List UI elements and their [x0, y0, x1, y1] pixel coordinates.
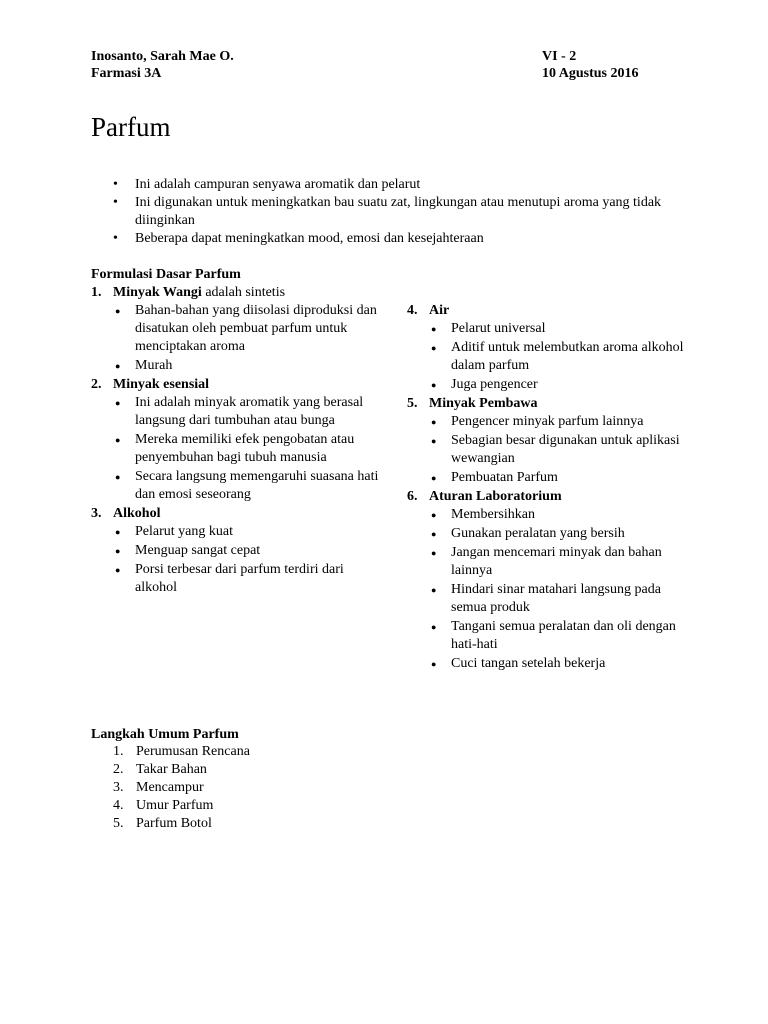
step-text: Parfum Botol [136, 816, 212, 831]
bullet: ● Porsi terbesar dari parfum terdiri dari alkohol [91, 561, 381, 597]
formula-item [407, 395, 697, 413]
section-label: VI - 2 [542, 49, 577, 64]
item-number: 4. [407, 303, 418, 318]
bullet: ● Aditif untuk melembutkan aroma alkohol dalam parfum [407, 339, 697, 375]
item-name: Aturan Laboratorium [429, 489, 562, 504]
item-number: 6. [407, 489, 418, 504]
step-item [91, 797, 250, 815]
langkah-heading: Langkah Umum Parfum [91, 727, 239, 742]
bullet: ● Mereka memiliki efek pengobatan atau penyembuhan bagi tubuh manusia [91, 431, 381, 467]
item-name: Minyak Pembawa [429, 396, 538, 411]
langkah-list [91, 743, 250, 833]
step-text: Mencampur [136, 780, 204, 795]
bullet: ● Jangan mencemari minyak dan bahan lainnya [407, 544, 697, 580]
class-label: Farmasi 3A [91, 66, 162, 81]
step-item [91, 743, 250, 761]
bullet: ● Tangani semua peralatan dan oli dengan hati-hati [407, 618, 697, 654]
step-item [91, 761, 250, 779]
item-number: 3. [91, 506, 102, 521]
item-bullets [407, 413, 697, 487]
bullet: ● Ini adalah minyak aromatik yang berasal langsung dari tumbuhan atau bunga [91, 394, 381, 430]
item-bullets [91, 302, 381, 375]
bullet: ● Gunakan peralatan yang bersih [407, 525, 697, 543]
step-item [91, 815, 250, 833]
formula-item [407, 302, 697, 320]
bullet: ● Secara langsung memengaruhi suasana hati dan emosi seseorang [91, 468, 381, 504]
formula-item [91, 505, 381, 523]
bullet: ● Pembuatan Parfum [407, 469, 697, 487]
step-number: 2. [113, 762, 124, 777]
item-bullets [91, 394, 381, 504]
bullet: ● Hindari sinar matahari langsung pada semua produk [407, 581, 697, 617]
bullet: ● Membersihkan [407, 506, 697, 524]
intro-item: • Ini digunakan untuk meningkatkan bau suatu zat, lingkungan atau menutupi aroma yang tidak diinginkan [91, 194, 691, 230]
intro-list [91, 176, 691, 248]
item-name: Minyak Wangi [113, 285, 202, 300]
item-bullets [407, 320, 697, 394]
item-name: Alkohol [113, 506, 161, 521]
formula-item [91, 376, 381, 394]
item-number: 2. [91, 377, 102, 392]
bullet: ● Bahan-bahan yang diisolasi diproduksi dan disatukan oleh pembuat parfum untuk menciptakan aroma [91, 302, 381, 356]
step-number: 3. [113, 780, 124, 795]
step-text: Perumusan Rencana [136, 744, 250, 759]
step-item [91, 779, 250, 797]
step-text: Umur Parfum [136, 798, 214, 813]
step-number: 4. [113, 798, 124, 813]
formula-item [91, 284, 381, 302]
formulasi-right-column [407, 302, 697, 674]
author-name: Inosanto, Sarah Mae O. [91, 49, 234, 64]
bullet: ● Menguap sangat cepat [91, 542, 381, 560]
item-name: Minyak esensial [113, 377, 210, 392]
bullet: ● Murah [91, 357, 381, 375]
bullet: ● Cuci tangan setelah bekerja [407, 655, 697, 673]
bullet: ● Pengencer minyak parfum lainnya [407, 413, 697, 431]
intro-item: • Ini adalah campuran senyawa aromatik dan pelarut [91, 176, 691, 194]
bullet: ● Sebagian besar digunakan untuk aplikasi wewangian [407, 432, 697, 468]
step-number: 5. [113, 816, 124, 831]
formulasi-heading: Formulasi Dasar Parfum [91, 267, 241, 282]
item-suffix: adalah sintetis [201, 285, 286, 300]
item-bullets [407, 506, 697, 673]
step-text: Takar Bahan [136, 762, 207, 777]
step-number: 1. [113, 744, 124, 759]
bullet: ● Pelarut yang kuat [91, 523, 381, 541]
intro-item: • Beberapa dapat meningkatkan mood, emosi dan kesejahteraan [91, 230, 691, 248]
date-label: 10 Agustus 2016 [542, 66, 639, 81]
page-title: Parfum [91, 112, 171, 142]
formula-item [407, 488, 697, 506]
item-bullets [91, 523, 381, 597]
item-name: Air [429, 303, 450, 318]
formulasi-left-column [91, 284, 381, 598]
item-number: 5. [407, 396, 418, 411]
bullet: ● Juga pengencer [407, 376, 697, 394]
bullet: ● Pelarut universal [407, 320, 697, 338]
item-number: 1. [91, 285, 102, 300]
